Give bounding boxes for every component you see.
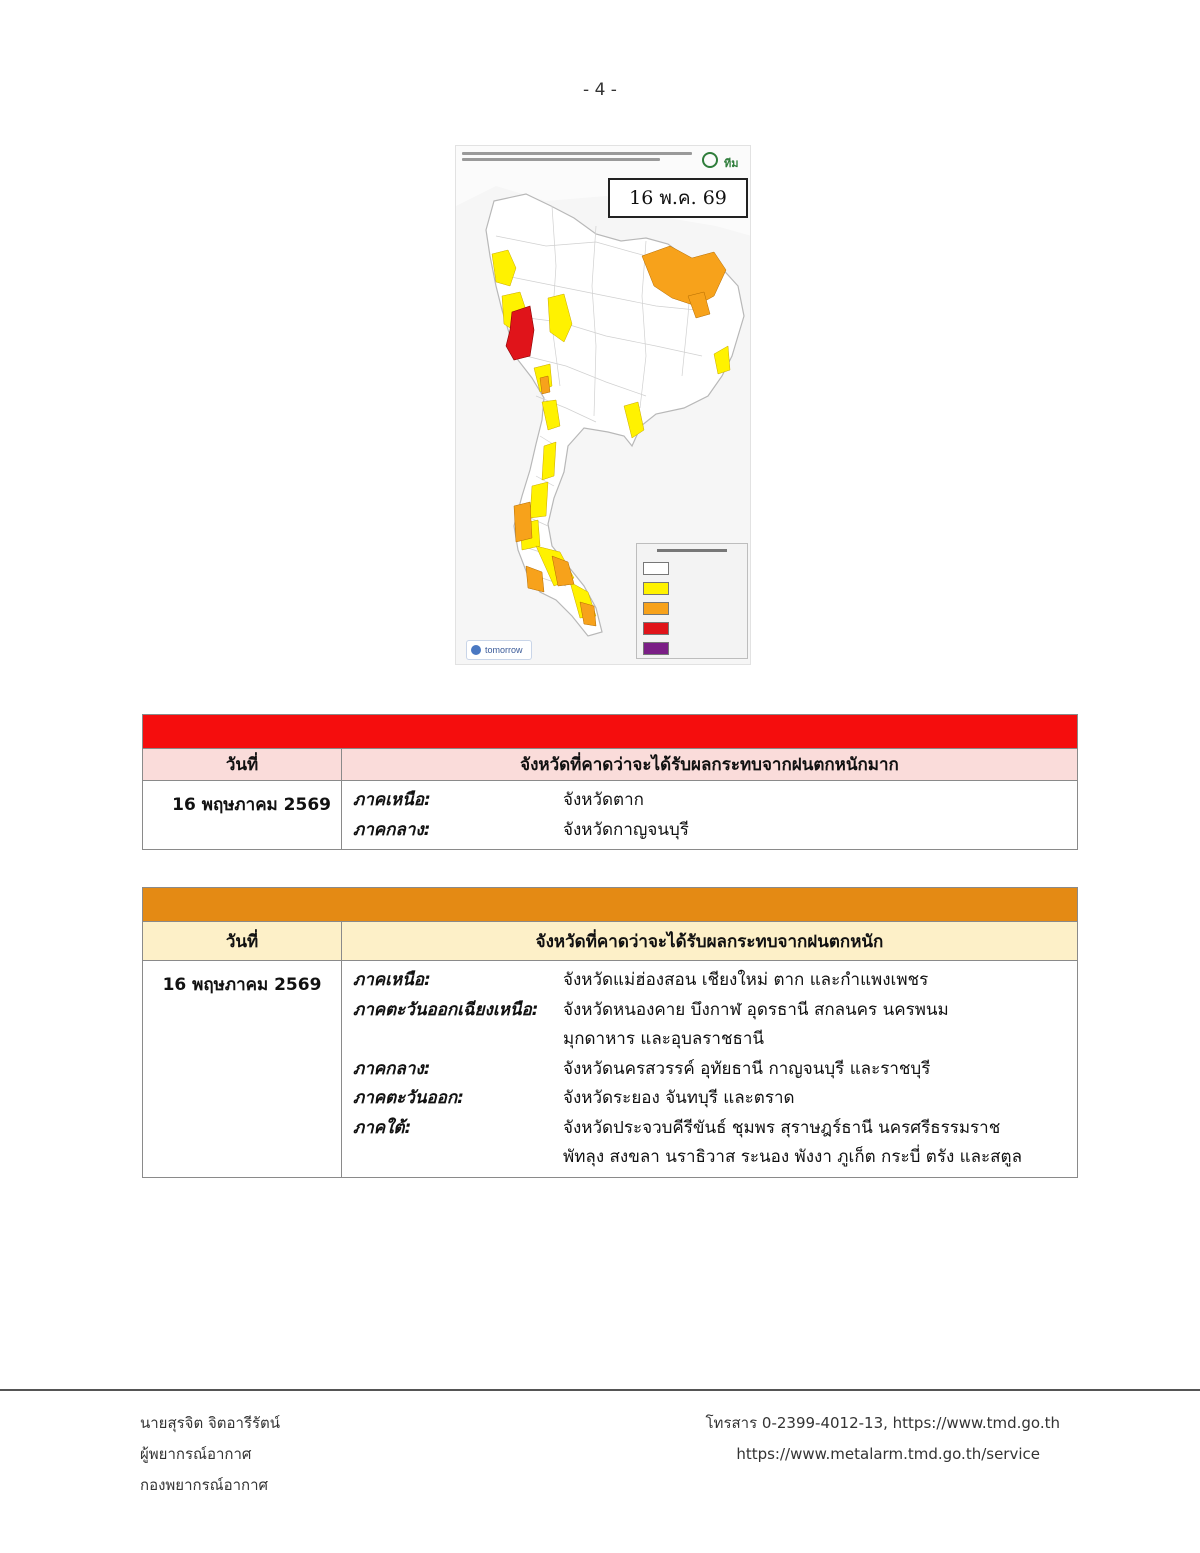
province-line: พัทลุง สงขลา นราธิวาส ระนอง พังงา ภูเก็ต กระบี่ ตรัง และสตูล	[563, 1147, 1023, 1167]
region-row	[353, 1055, 1067, 1085]
province-line: จังหวัดหนองคาย บึงกาฬ อุดรธานี สกลนคร นครพนม	[563, 999, 949, 1020]
contact-block	[706, 1408, 1061, 1470]
map-logo-label: ทีม	[724, 158, 739, 170]
provinces-column-header: จังหวัดที่คาดว่าจะได้รับผลกระทบจากฝนตกหนัก	[535, 931, 884, 952]
legend-item	[643, 639, 741, 658]
contact-fax-website: โทรสาร 0-2399-4012-13, https://www.tmd.go.th	[705, 1414, 1060, 1432]
region-name: ภาคตะวันออกเฉียงเหนือ:	[353, 999, 539, 1020]
heavy-rain-table	[142, 887, 1078, 1178]
province-line: จังหวัดแม่ฮ่องสอน เชียงใหม่ ตาก และกำแพงเพชร	[563, 970, 929, 990]
forecast-date: 16 พฤษภาคม 2569	[143, 961, 342, 1177]
region-row	[353, 1084, 1067, 1114]
legend-swatch	[643, 642, 669, 655]
warning-color-band	[143, 715, 1077, 748]
regions-cell	[342, 781, 1077, 849]
region-provinces: จังหวัดตาก	[563, 790, 644, 810]
province-line: มุกดาหาร และอุบลราชธานี	[563, 1029, 765, 1049]
legend-item	[643, 599, 741, 618]
region-provinces	[563, 1084, 1067, 1114]
table-header-row	[143, 748, 1077, 781]
table-row	[143, 961, 1077, 1177]
region-name: ภาคกลาง:	[353, 1058, 431, 1079]
province-line: จังหวัดระยอง จันทบุรี และตราด	[563, 1088, 795, 1108]
legend-item	[643, 619, 741, 638]
region-row	[353, 966, 1067, 996]
region-name: ภาคใต้:	[353, 1117, 412, 1138]
region-provinces	[563, 1114, 1067, 1173]
contact-service-link[interactable]: https://www.metalarm.tmd.go.th/service	[736, 1445, 1040, 1463]
province-line: จังหวัดประจวบคีรีขันธ์ ชุมพร สุราษฎร์ธานี นครศรีธรรมราช	[563, 1117, 1001, 1138]
tomorrow-logo-icon	[471, 645, 481, 655]
legend-swatch	[643, 602, 669, 615]
page-number: - 4 -	[583, 80, 617, 100]
legend-swatch	[643, 582, 669, 595]
warning-color-band	[143, 888, 1077, 921]
legend-swatch	[643, 622, 669, 635]
region-provinces: จังหวัดกาญจนบุรี	[563, 819, 689, 840]
date-column-header: วันที่	[143, 749, 342, 780]
region-name: ภาคเหนือ:	[353, 970, 431, 990]
region-provinces	[563, 996, 1067, 1055]
very-heavy-rain-table	[142, 714, 1078, 850]
forecaster-position: ผู้พยากรณ์อากาศ	[140, 1445, 252, 1463]
province-line: จังหวัดนครสวรรค์ อุทัยธานี กาญจนบุรี และราชบุรี	[563, 1058, 931, 1079]
region-provinces	[563, 1055, 1067, 1085]
legend-item	[643, 559, 741, 578]
tomorrow-logo	[466, 640, 532, 660]
table-row	[143, 781, 1077, 849]
legend-item	[643, 579, 741, 598]
region-row	[353, 816, 1067, 846]
forecaster-division: กองพยากรณ์อากาศ	[140, 1476, 269, 1494]
forecaster-name: นายสุรจิต จิตอารีรัตน์	[140, 1414, 281, 1432]
region-name: ภาคกลาง:	[353, 819, 431, 840]
forecast-date: 16 พฤษภาคม 2569	[143, 781, 342, 849]
forecaster-signature-block	[140, 1408, 280, 1501]
date-column-header: วันที่	[143, 922, 342, 960]
provinces-column-header: จังหวัดที่คาดว่าจะได้รับผลกระทบจากฝนตกหนักมาก	[520, 755, 899, 775]
footer-divider	[0, 1389, 1200, 1391]
legend-swatch	[643, 562, 669, 575]
region-row	[353, 996, 1067, 1055]
region-name: ภาคตะวันออก:	[353, 1088, 464, 1108]
map-legend	[636, 543, 748, 659]
rainfall-forecast-map	[455, 145, 751, 665]
tomorrow-logo-label: tomorrow	[485, 645, 523, 655]
region-name: ภาคเหนือ:	[353, 790, 431, 810]
map-date-label: 16 พ.ค. 69	[608, 178, 748, 218]
regions-cell	[342, 961, 1077, 1177]
region-row	[353, 1114, 1067, 1173]
region-row	[353, 786, 1067, 816]
table-header-row	[143, 921, 1077, 961]
legend-title-text	[657, 549, 727, 552]
region-provinces	[563, 966, 1067, 996]
